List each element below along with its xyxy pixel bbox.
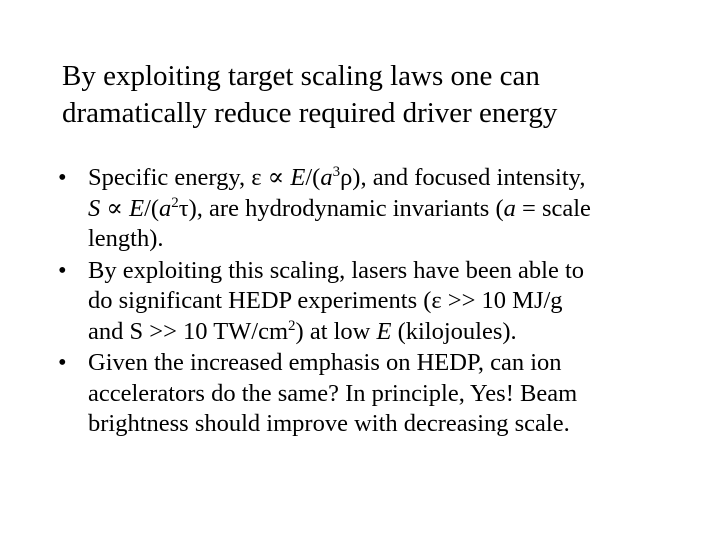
- bullet-line: [88, 317, 678, 348]
- text-run: and S >> 10 TW/cm: [88, 317, 289, 345]
- superscript: 2: [171, 194, 179, 211]
- text-run: ρ), and focused intensity,: [340, 164, 586, 191]
- text-run: /(: [305, 164, 321, 191]
- text-run: ) at low: [295, 317, 377, 345]
- bullet-list: [58, 163, 678, 441]
- bullet-line: brightness should improve with decreasing scale.: [88, 410, 570, 437]
- bullet-line: By exploiting this scaling, lasers have been able to: [88, 256, 585, 284]
- text-run: /(: [144, 194, 160, 222]
- variable-S: S: [88, 194, 101, 222]
- variable-E: E: [290, 164, 306, 191]
- variable-E: E: [129, 194, 145, 222]
- bullet-dot-icon: •: [58, 349, 67, 376]
- variable-a: a: [320, 164, 333, 191]
- bullet-line: [88, 163, 678, 194]
- text-run: ∝: [100, 194, 130, 222]
- variable-E: E: [376, 317, 392, 345]
- slide-title-line-2: dramatically reduce required driver energy: [62, 97, 558, 129]
- variable-a: a: [503, 194, 516, 222]
- bullet-item-ion-accelerators: [58, 348, 678, 440]
- bullet-dot-icon: •: [58, 164, 67, 191]
- bullet-item-scaling-invariants: [58, 163, 678, 255]
- superscript: 3: [332, 164, 341, 180]
- superscript: 2: [288, 317, 296, 334]
- text-run: Specific energy, ε ∝: [88, 164, 291, 191]
- bullet-line: do significant HEDP experiments (ε >> 10 MJ/g: [88, 287, 563, 314]
- variable-a: a: [159, 194, 172, 222]
- bullet-line: [88, 194, 678, 225]
- bullet-line: accelerators do the same? In principle, Yes! Beam: [88, 379, 578, 407]
- bullet-line: Given the increased emphasis on HEDP, can ion: [88, 349, 562, 376]
- bullet-item-laser-experiments: [58, 256, 678, 348]
- slide-title-line-1: By exploiting target scaling laws one can: [62, 60, 540, 92]
- text-run: τ), are hydrodynamic invariants (: [178, 194, 504, 222]
- text-run: = scale: [515, 194, 591, 222]
- slide-title: [62, 58, 682, 132]
- text-run: (kilojoules).: [391, 317, 517, 345]
- bullet-dot-icon: •: [58, 256, 67, 284]
- bullet-line: length).: [88, 225, 164, 252]
